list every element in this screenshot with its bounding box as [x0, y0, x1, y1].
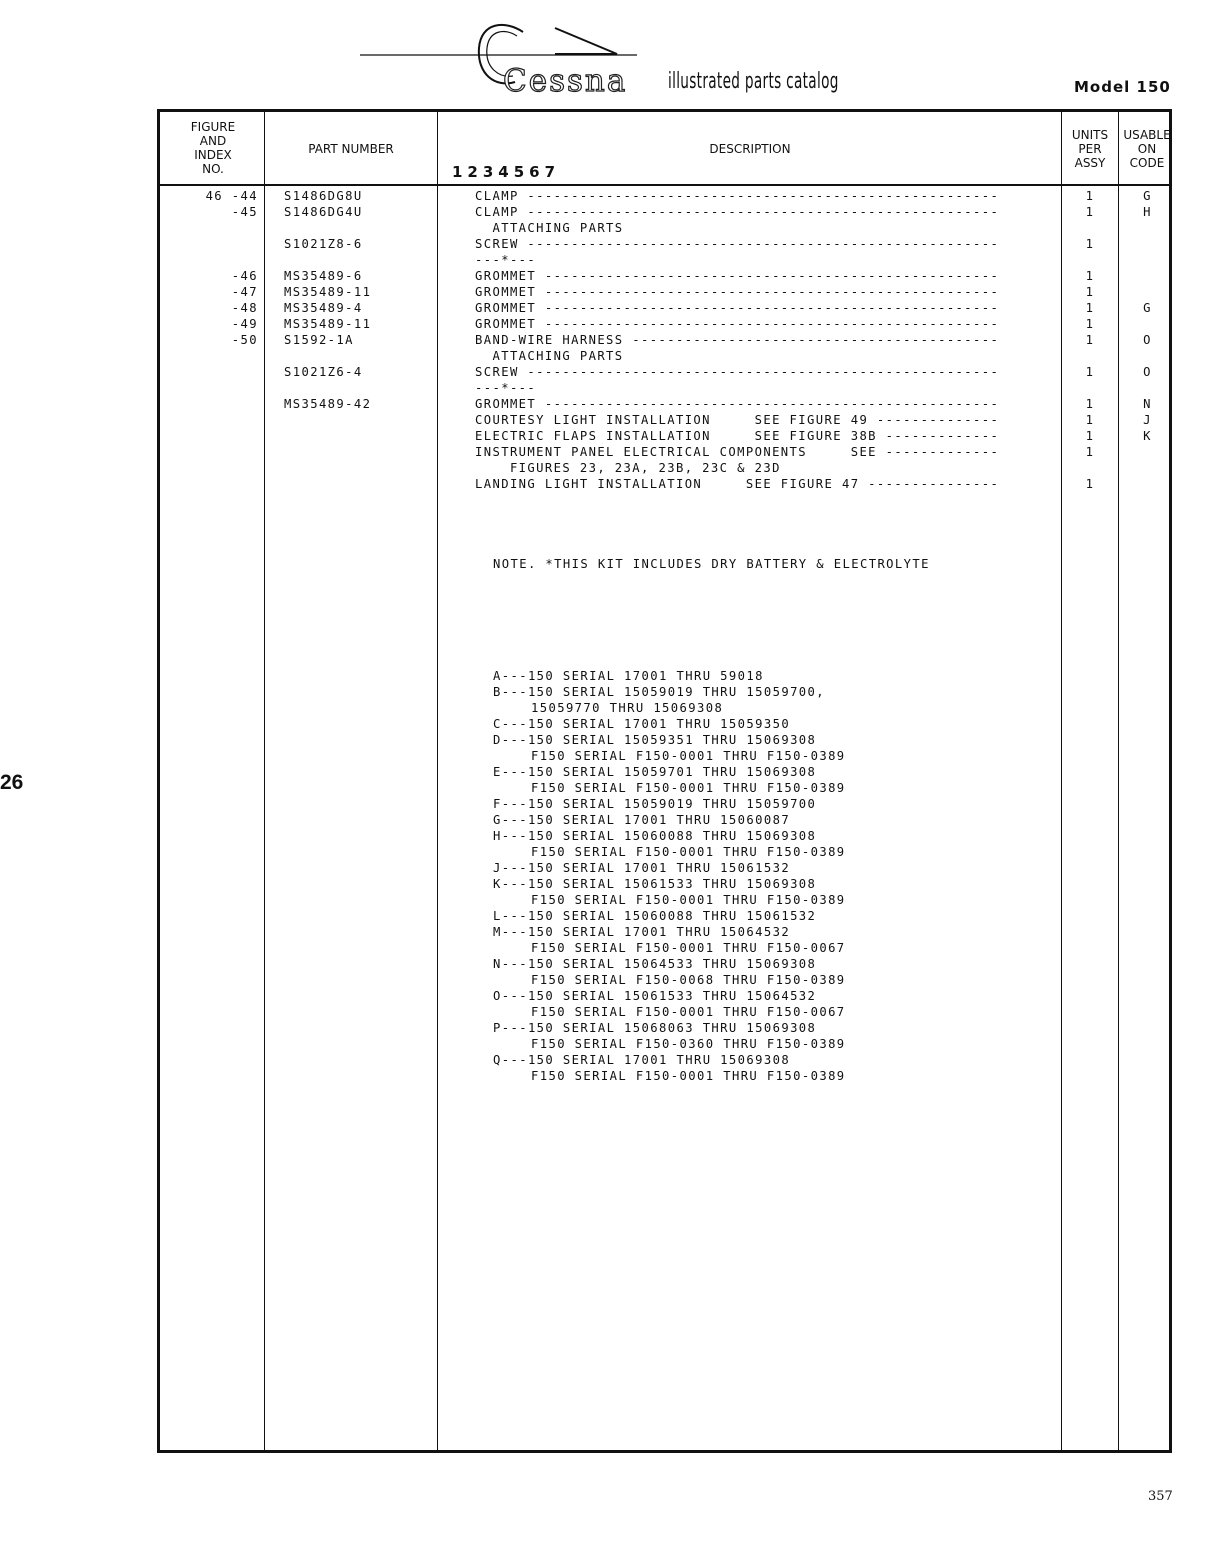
code-cell: [1120, 476, 1175, 492]
index-cell: -46: [231, 269, 258, 283]
units-cell: 1: [1085, 413, 1095, 427]
index-cell: [164, 380, 258, 396]
units-cell: 1: [1085, 317, 1095, 331]
part-number-cell: [284, 460, 434, 476]
index-column: [164, 188, 258, 492]
description-cell: GROMMET ----------------------------------------------------: [475, 301, 1000, 315]
header-line: UNITS: [1071, 128, 1109, 142]
index-cell: [164, 220, 258, 236]
index-cell: [164, 444, 258, 460]
index-cell: [164, 476, 258, 492]
units-cell: [1062, 220, 1118, 236]
index-cell: [164, 412, 258, 428]
code-cell: [1120, 252, 1175, 268]
parts-table: [157, 109, 1172, 1453]
description-cell: COURTESY LIGHT INSTALLATION SEE FIGURE 49 --------------: [475, 413, 1000, 427]
header-line: ASSY: [1074, 156, 1106, 170]
column-divider: [264, 112, 265, 1450]
part-number-cell: [284, 348, 434, 364]
serial-code-line: E---150 SERIAL 15059701 THRU 15069308: [493, 765, 817, 779]
part-number-cell: MS35489-11: [284, 317, 372, 331]
part-number-cell: S1021Z8-6: [284, 237, 363, 251]
description-cell: FIGURES 23, 23A, 23B, 23C & 23D: [475, 461, 781, 475]
units-cell: 1: [1085, 269, 1095, 283]
page-header: [0, 0, 1212, 110]
units-cell: 1: [1085, 333, 1095, 347]
units-cell: 1: [1085, 189, 1095, 203]
serial-code-line: F150 SERIAL F150-0360 THRU F150-0389: [531, 1037, 846, 1051]
serial-code-line: J---150 SERIAL 17001 THRU 15061532: [493, 861, 791, 875]
serial-code-line: L---150 SERIAL 15060088 THRU 15061532: [493, 909, 817, 923]
code-cell: [1120, 268, 1175, 284]
description-cell: CLAMP ------------------------------------------------------: [475, 189, 1000, 203]
description-digits: 1234567: [452, 163, 561, 181]
part-number-cell: S1021Z6-4: [284, 365, 363, 379]
description-cell: CLAMP ------------------------------------------------------: [475, 205, 1000, 219]
description-column: [475, 188, 1065, 492]
units-cell: 1: [1085, 397, 1095, 411]
header-line: AND: [199, 134, 227, 148]
index-cell: [164, 348, 258, 364]
header-line: INDEX: [194, 148, 232, 162]
serial-code-line: Q---150 SERIAL 17001 THRU 15069308: [493, 1053, 791, 1067]
header-line: CODE: [1129, 156, 1165, 170]
part-number-column-header: PART NUMBER: [308, 142, 394, 156]
serial-code-line: P---150 SERIAL 15068063 THRU 15069308: [493, 1021, 817, 1035]
serial-code-line: M---150 SERIAL 17001 THRU 15064532: [493, 925, 791, 939]
part-number-cell: [284, 428, 434, 444]
units-column: [1062, 188, 1118, 492]
serial-code-line: F150 SERIAL F150-0001 THRU F150-0067: [531, 1005, 846, 1019]
code-cell: G: [1143, 189, 1152, 203]
code-cell: O: [1143, 333, 1152, 347]
units-cell: [1062, 460, 1118, 476]
part-number-cell: S1592-1A: [284, 333, 354, 347]
code-cell: [1120, 380, 1175, 396]
serial-code-line: F150 SERIAL F150-0068 THRU F150-0389: [531, 973, 846, 987]
serial-code-line: O---150 SERIAL 15061533 THRU 15064532: [493, 989, 817, 1003]
index-cell: -48: [231, 301, 258, 315]
serial-code-line: B---150 SERIAL 15059019 THRU 15059700,: [493, 685, 826, 699]
index-cell: [164, 396, 258, 412]
description-column-header: DESCRIPTION: [709, 142, 791, 156]
description-cell: ATTACHING PARTS: [475, 221, 624, 235]
index-cell: 46 -44: [205, 189, 258, 203]
part-number-cell: S1486DG4U: [284, 205, 363, 219]
header-line: PER: [1078, 142, 1102, 156]
serial-code-line: K---150 SERIAL 15061533 THRU 15069308: [493, 877, 817, 891]
part-number-cell: MS35489-4: [284, 301, 363, 315]
code-cell: [1120, 444, 1175, 460]
description-cell: ---*---: [475, 253, 537, 267]
code-column: [1120, 188, 1175, 492]
serial-code-line: H---150 SERIAL 15060088 THRU 15069308: [493, 829, 817, 843]
side-number: 26: [0, 771, 24, 794]
part-number-cell: [284, 220, 434, 236]
description-cell: GROMMET ----------------------------------------------------: [475, 317, 1000, 331]
serial-code-line: A---150 SERIAL 17001 THRU 59018: [493, 669, 764, 683]
part-number-cell: S1486DG8U: [284, 189, 363, 203]
units-cell: 1: [1085, 445, 1095, 459]
description-cell: INSTRUMENT PANEL ELECTRICAL COMPONENTS SEE -------------: [475, 445, 1000, 459]
units-cell: 1: [1085, 365, 1095, 379]
description-cell: GROMMET ----------------------------------------------------: [475, 397, 1000, 411]
kit-note: NOTE. *THIS KIT INCLUDES DRY BATTERY & ELECTROLYTE: [493, 557, 930, 571]
serial-code-line: F---150 SERIAL 15059019 THRU 15059700: [493, 797, 817, 811]
serial-code-list: [493, 668, 930, 1084]
code-cell: [1120, 348, 1175, 364]
serial-code-line: F150 SERIAL F150-0001 THRU F150-0389: [531, 845, 846, 859]
brand-name: Cessna: [503, 63, 628, 99]
index-cell: -49: [231, 317, 258, 331]
index-cell: [164, 252, 258, 268]
catalog-title: illustrated parts catalog: [668, 69, 839, 94]
part-number-cell: MS35489-11: [284, 285, 372, 299]
index-cell: [164, 364, 258, 380]
serial-code-line: F150 SERIAL F150-0001 THRU F150-0389: [531, 781, 846, 795]
index-cell: -47: [231, 285, 258, 299]
units-column-header: [1062, 128, 1118, 170]
description-cell: ELECTRIC FLAPS INSTALLATION SEE FIGURE 38B -------------: [475, 429, 1000, 443]
index-cell: [164, 236, 258, 252]
units-cell: 1: [1085, 285, 1095, 299]
serial-code-line: D---150 SERIAL 15059351 THRU 15069308: [493, 733, 817, 747]
serial-code-line: F150 SERIAL F150-0001 THRU F150-0389: [531, 893, 846, 907]
part-number-cell: MS35489-42: [284, 397, 372, 411]
part-number-column: [284, 188, 434, 492]
description-cell: ATTACHING PARTS: [475, 349, 624, 363]
units-cell: 1: [1085, 205, 1095, 219]
serial-code-line: F150 SERIAL F150-0001 THRU F150-0389: [531, 1069, 846, 1083]
code-cell: N: [1143, 397, 1152, 411]
serial-code-line: F150 SERIAL F150-0001 THRU F150-0389: [531, 749, 846, 763]
description-cell: LANDING LIGHT INSTALLATION SEE FIGURE 47 ---------------: [475, 477, 1000, 491]
code-cell: [1120, 460, 1175, 476]
code-cell: J: [1143, 413, 1152, 427]
code-cell: [1120, 316, 1175, 332]
description-cell: ---*---: [475, 381, 537, 395]
index-cell: [164, 460, 258, 476]
column-divider: [437, 112, 438, 1450]
code-cell: [1120, 284, 1175, 300]
units-cell: 1: [1085, 477, 1095, 491]
code-cell: G: [1143, 301, 1152, 315]
part-number-cell: [284, 252, 434, 268]
units-cell: [1062, 348, 1118, 364]
part-number-cell: [284, 412, 434, 428]
header-line: ON: [1137, 142, 1157, 156]
serial-code-line: N---150 SERIAL 15064533 THRU 15069308: [493, 957, 817, 971]
description-cell: BAND-WIRE HARNESS ------------------------------------------: [475, 333, 1000, 347]
figure-column-header: [164, 120, 262, 176]
page-number: 357: [1148, 1489, 1173, 1504]
header-divider: [160, 184, 1169, 186]
description-cell: GROMMET ----------------------------------------------------: [475, 269, 1000, 283]
serial-code-line: F150 SERIAL F150-0001 THRU F150-0067: [531, 941, 846, 955]
units-cell: [1062, 252, 1118, 268]
part-number-cell: [284, 444, 434, 460]
column-divider: [1118, 112, 1119, 1450]
serial-code-line: C---150 SERIAL 17001 THRU 15059350: [493, 717, 791, 731]
part-number-cell: [284, 380, 434, 396]
units-cell: 1: [1085, 429, 1095, 443]
units-cell: 1: [1085, 237, 1095, 251]
header-line: USABLE: [1123, 128, 1171, 142]
serial-code-line: 15059770 THRU 15069308: [531, 701, 724, 715]
notes-block: [493, 524, 930, 1116]
code-cell: O: [1143, 365, 1152, 379]
index-cell: -50: [231, 333, 258, 347]
code-cell: H: [1143, 205, 1152, 219]
serial-code-line: G---150 SERIAL 17001 THRU 15060087: [493, 813, 791, 827]
part-number-cell: MS35489-6: [284, 269, 363, 283]
index-cell: -45: [231, 205, 258, 219]
part-number-cell: [284, 476, 434, 492]
header-line: NO.: [202, 162, 224, 176]
units-cell: [1062, 380, 1118, 396]
description-cell: SCREW ------------------------------------------------------: [475, 365, 1000, 379]
index-cell: [164, 428, 258, 444]
code-cell: [1120, 220, 1175, 236]
code-cell: K: [1143, 429, 1152, 443]
description-cell: GROMMET ----------------------------------------------------: [475, 285, 1000, 299]
code-cell: [1120, 236, 1175, 252]
header-line: FIGURE: [190, 120, 236, 134]
units-cell: 1: [1085, 301, 1095, 315]
usable-column-header: [1120, 128, 1174, 170]
description-cell: SCREW ------------------------------------------------------: [475, 237, 1000, 251]
model-label: Model 150: [1074, 78, 1171, 96]
